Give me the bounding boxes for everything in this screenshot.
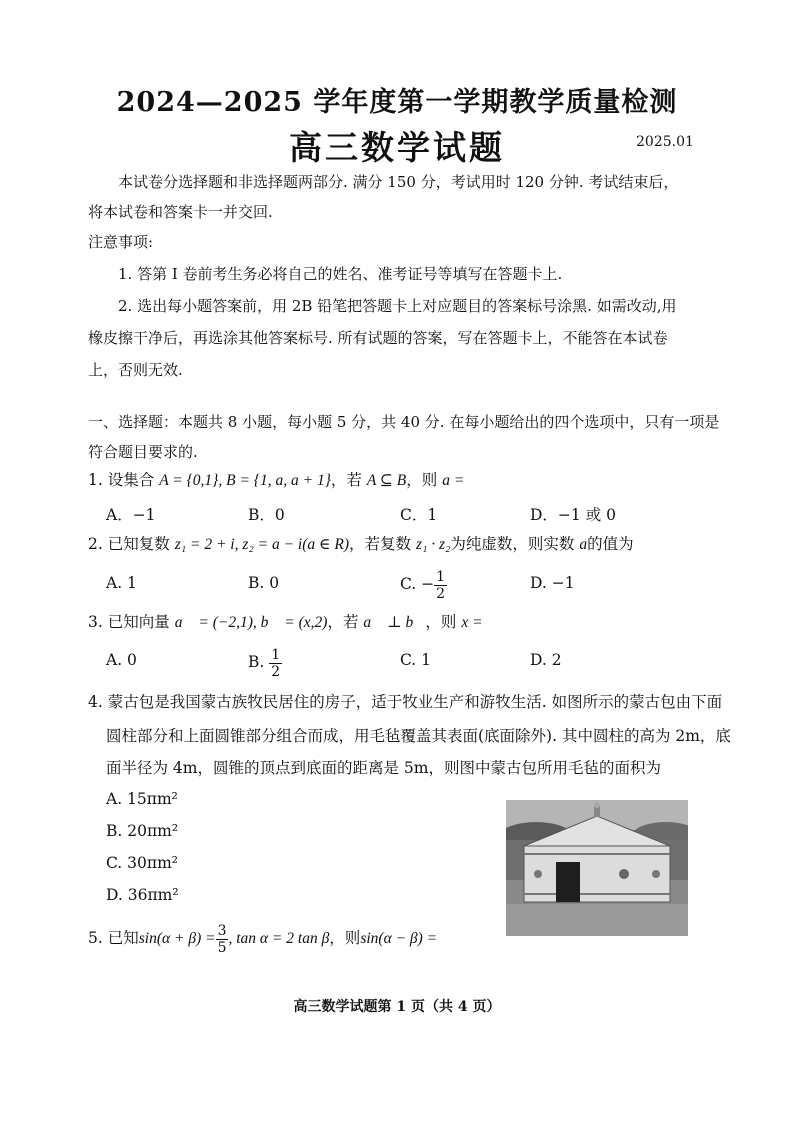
math-expression: x =	[461, 614, 483, 631]
question-4-line-2: 圆柱部分和上面圆锥部分组合而成，用毛毡覆盖其表面(底面除外). 其中圆柱的高为 2m，底	[106, 727, 731, 745]
q3-option-b	[248, 638, 282, 686]
question-text: 设集合	[107, 471, 155, 489]
q4-option-c: C. 30πm²	[106, 854, 178, 872]
page-footer: 高三数学试题第 1 页（共 4 页）	[293, 999, 501, 1015]
section-1-heading-line-2: 符合题目要求的.	[88, 443, 198, 461]
question-text: 为纯虚数，则实数	[450, 535, 575, 553]
math-expression: a	[579, 536, 588, 553]
q1-option-c: C．1	[400, 506, 438, 524]
question-text: 蒙古包是我国蒙古族牧民居住的房子，适于牧业生产和游牧生活. 如图所示的蒙古包由下面	[107, 693, 723, 711]
math-expression: , tan α = 2 tan β	[228, 930, 330, 947]
fraction-numerator: 1	[436, 568, 446, 585]
yurt-photo	[506, 800, 688, 936]
exam-title: 2024—2025 学年度第一学期教学质量检测	[116, 87, 678, 118]
q4-option-d: D. 36πm²	[106, 886, 179, 904]
yurt-door	[556, 862, 580, 902]
math-expression: a⃗ = (−2,1), b⃗ = (x,2)	[174, 614, 328, 631]
question-text: ，若复数	[349, 535, 412, 553]
fraction	[216, 923, 229, 956]
question-text: ，若	[330, 471, 362, 489]
math-expression: , B = {1, a, a + 1}	[218, 472, 331, 489]
question-number: 3.	[88, 613, 103, 631]
note-2-line-1: 2. 选出每小题答案前，用 2B 铅笔把答题卡上对应题目的答案标号涂黑. 如需改动,用	[118, 297, 677, 315]
option-label: B.	[248, 653, 265, 671]
section-1-heading: 一、选择题：本题共 8 小题，每小题 5 分，共 40 分. 在每小题给出的四个选项中，只有一项是	[88, 413, 720, 431]
question-text: 已知向量	[107, 613, 170, 631]
fraction-denominator: 2	[436, 585, 446, 602]
question-4-line-3: 面半径为 4m，圆锥的顶点到底面的距离是 5m，则图中蒙古包所用毛毡的面积为	[106, 759, 661, 777]
question-text: 已知复数	[107, 535, 170, 553]
fraction-denominator: 2	[271, 663, 281, 680]
q2-option-d: D. −1	[530, 574, 575, 592]
fraction-numerator: 3	[217, 922, 227, 939]
math-expression: z₁ · z₂	[415, 536, 451, 553]
question-4	[88, 692, 722, 712]
question-2	[88, 534, 634, 555]
math-expression: A = {0,1}	[159, 472, 219, 489]
note-2-line-2: 橡皮擦干净后，再选涂其他答案标号. 所有试题的答案，写在答题卡上，不能答在本试卷	[88, 329, 668, 347]
question-text: ，则	[329, 929, 361, 947]
question-text: 已知	[107, 929, 139, 947]
q1-option-a: A．−1	[106, 506, 156, 524]
question-text: ，则	[406, 471, 438, 489]
question-1	[88, 470, 464, 491]
fraction-denominator: 5	[217, 939, 227, 956]
q3-option-c: C. 1	[400, 651, 432, 669]
math-expression: sin(α − β) =	[360, 930, 438, 947]
q2-option-b: B. 0	[248, 574, 280, 592]
notes-heading: 注意事项:	[88, 233, 154, 251]
q1-option-b: B．0	[248, 506, 285, 524]
q2-option-c	[400, 560, 447, 608]
math-expression: A ⊆ B	[366, 472, 407, 489]
note-2-line-3: 上，否则无效.	[88, 361, 183, 379]
option-label: C. −	[400, 575, 435, 593]
math-expression: z₁ = 2 + i, z₂ = a − i(a ∈ R)	[174, 536, 349, 553]
fraction	[434, 569, 447, 602]
math-expression: a⃗ ⊥ b⃗	[363, 614, 426, 631]
intro-line-1: 本试卷分选择题和非选择题两部分. 满分 150 分，考试用时 120 分钟. 考试结束后，	[118, 173, 679, 191]
q3-option-a: A. 0	[106, 651, 137, 669]
question-5	[88, 914, 437, 963]
exam-date: 2025.01	[636, 134, 694, 150]
note-1: 1. 答第 I 卷前考生务必将自己的姓名、准考证号等填写在答题卡上.	[118, 265, 563, 283]
question-number: 5.	[88, 929, 103, 947]
question-3	[88, 612, 483, 633]
exam-subtitle: 高三数学试题	[289, 128, 505, 167]
question-number: 1.	[88, 471, 103, 489]
q3-option-d: D. 2	[530, 651, 562, 669]
question-text: 的值为	[587, 535, 634, 553]
q1-option-d: D．−1 或 0	[530, 506, 616, 524]
q4-option-a: A. 15πm²	[106, 790, 178, 808]
intro-line-2: 将本试卷和答案卡一并交回.	[88, 203, 273, 221]
math-expression: sin(α + β) =	[138, 930, 216, 947]
question-text: ，则	[425, 613, 457, 631]
fraction-numerator: 1	[271, 646, 281, 663]
fraction	[269, 647, 282, 680]
question-number: 4.	[88, 693, 103, 711]
q4-option-b: B. 20πm²	[106, 822, 179, 840]
question-number: 2.	[88, 535, 103, 553]
q2-option-a: A. 1	[106, 574, 137, 592]
question-text: ，若	[327, 613, 359, 631]
math-expression: a =	[442, 472, 465, 489]
